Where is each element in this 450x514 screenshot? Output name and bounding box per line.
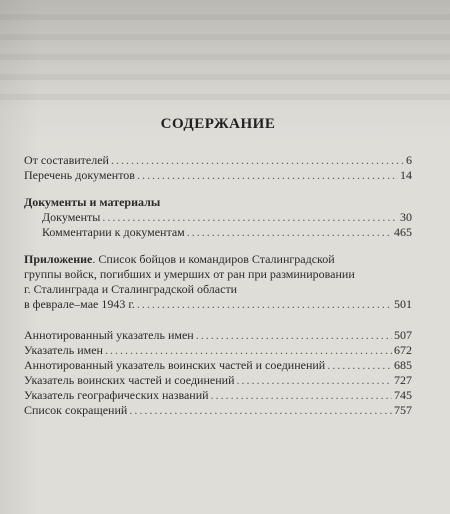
bleed-through-line bbox=[0, 34, 450, 40]
toc-entry-label: Аннотированный указатель воинских частей и соединений bbox=[24, 358, 326, 372]
bleed-through-line bbox=[0, 94, 450, 100]
leader-dots bbox=[237, 373, 393, 388]
toc-entry bbox=[24, 388, 412, 403]
leader-dots bbox=[327, 358, 392, 373]
leader-dots bbox=[111, 153, 404, 168]
toc-entry-page: 501 bbox=[394, 297, 412, 311]
toc-entry-page: 30 bbox=[400, 210, 412, 224]
toc-entry-label: Комментарии к документам bbox=[42, 225, 185, 239]
appendix-entry bbox=[24, 252, 412, 312]
leader-dots bbox=[129, 403, 392, 418]
toc-entry-page: 727 bbox=[394, 373, 412, 387]
toc-entry bbox=[24, 168, 412, 183]
toc-entry bbox=[24, 225, 412, 240]
toc-entry-label: Указатель имен bbox=[24, 343, 103, 357]
toc-entry-page: 672 bbox=[394, 343, 412, 357]
toc-entry-label: От составителей bbox=[24, 153, 109, 167]
leader-dots bbox=[187, 225, 392, 240]
toc-entry-label: Указатель географических названий bbox=[24, 388, 209, 402]
documents-section bbox=[24, 195, 412, 240]
toc-entry-page: 507 bbox=[394, 328, 412, 342]
bleed-through-line bbox=[0, 54, 450, 60]
leader-dots bbox=[105, 343, 392, 358]
toc-entry bbox=[24, 328, 412, 343]
toc-entry bbox=[24, 403, 412, 418]
toc-entry-page: 465 bbox=[394, 225, 412, 239]
toc-entry-label: Указатель воинских частей и соединений bbox=[24, 373, 235, 387]
toc-entry-page: 14 bbox=[400, 168, 412, 182]
leader-dots bbox=[196, 328, 392, 343]
toc-entry-label: Список сокращений bbox=[24, 403, 128, 417]
leader-dots bbox=[137, 168, 398, 183]
toc-entry-page: 757 bbox=[394, 403, 412, 417]
appendix-last-line bbox=[24, 297, 412, 312]
toc-entry bbox=[24, 373, 412, 388]
table-of-contents bbox=[24, 116, 412, 430]
toc-entry-label: Аннотированный указатель имен bbox=[24, 328, 194, 342]
section-heading: Документы и материалы bbox=[24, 195, 161, 209]
front-matter-group bbox=[24, 153, 412, 183]
leader-dots bbox=[102, 210, 398, 225]
toc-entry-label: Перечень документов bbox=[24, 168, 135, 182]
toc-entry-page: 685 bbox=[394, 358, 412, 372]
toc-entry bbox=[24, 358, 412, 373]
appendix-text: . Список бойцов и командиров Сталинградской bbox=[92, 252, 335, 266]
appendix-line: г. Сталинграда и Сталинградской области bbox=[24, 282, 238, 296]
appendix-text: в феврале–мае 1943 г. bbox=[24, 297, 135, 311]
toc-entry bbox=[24, 343, 412, 358]
toc-entry-page: 6 bbox=[406, 153, 412, 167]
bleed-through-line bbox=[0, 14, 450, 20]
toc-entry-label: Документы bbox=[42, 210, 101, 224]
page-title: СОДЕРЖАНИЕ bbox=[160, 116, 276, 132]
toc-entry bbox=[24, 153, 412, 168]
leader-dots bbox=[211, 388, 392, 403]
appendix-line bbox=[24, 252, 412, 267]
leader-dots bbox=[137, 297, 392, 312]
toc-entry bbox=[24, 210, 412, 225]
appendix-prefix: Приложение bbox=[24, 252, 93, 266]
toc-entry-page: 745 bbox=[394, 388, 412, 402]
appendix-line: группы войск, погибших и умерших от ран при разминировании bbox=[24, 267, 355, 281]
back-matter-group bbox=[24, 328, 412, 418]
bleed-through-line bbox=[0, 74, 450, 80]
